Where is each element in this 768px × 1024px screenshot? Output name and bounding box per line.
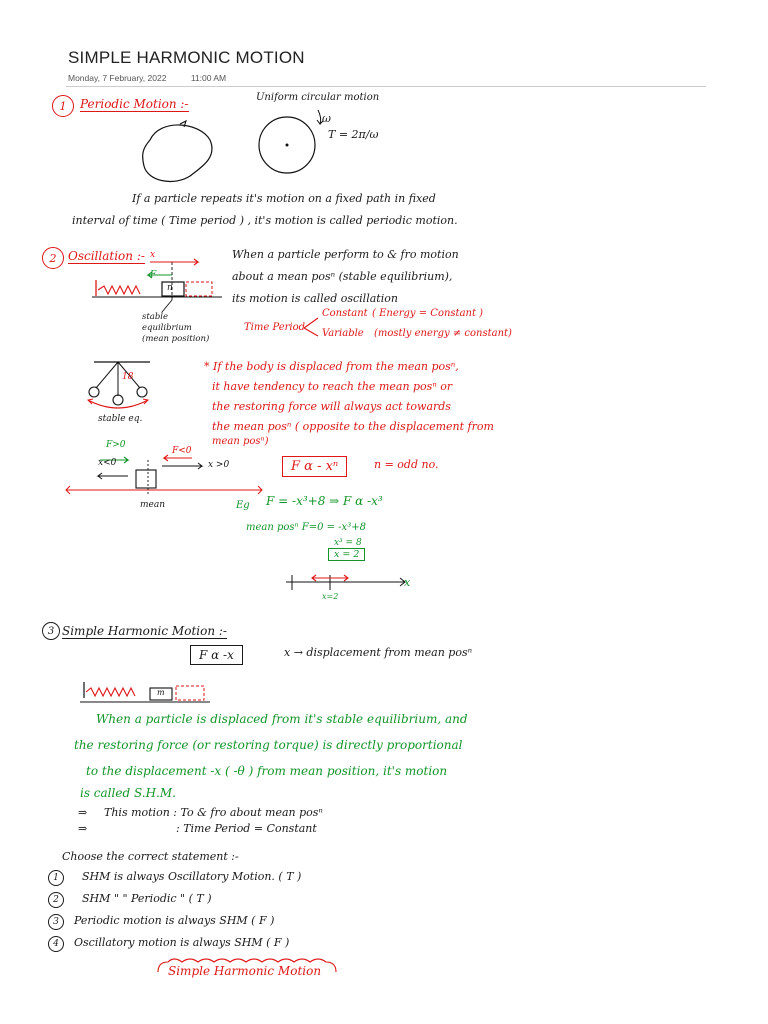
f-neg-label: F<0 (172, 446, 192, 456)
section2-number: 2 (42, 247, 64, 269)
force-block (136, 470, 156, 488)
page-time: 11:00 AM (190, 73, 227, 83)
eg-formula: F = -x³+8 ⇒ F α -x³ (266, 494, 383, 508)
quiz-item-2-number: 2 (48, 892, 64, 908)
spring-x-label: x (150, 250, 156, 260)
section3-heading: Simple Harmonic Motion :- (62, 624, 227, 638)
red-note-line3: the restoring force will always act towards (212, 400, 451, 413)
f-pos-label: F>0 (106, 440, 126, 450)
quiz-item-1-number: 1 (48, 870, 64, 886)
eg-label: Eg (236, 500, 250, 511)
constant-label: Constant (322, 308, 368, 319)
ucm-label: Uniform circular motion (256, 92, 380, 103)
point2-text: : Time Period = Constant (176, 822, 317, 835)
point1-text: This motion : To & fro about mean posⁿ (104, 806, 323, 819)
pendulum-string-left (96, 362, 118, 388)
spring-coil (98, 286, 140, 294)
page-title: SIMPLE HARMONIC MOTION (68, 48, 305, 67)
red-note-line2: it have tendency to reach the mean posⁿ or (212, 380, 453, 393)
quiz-heading: Choose the correct statement :- (62, 850, 239, 863)
spring-f-label: F (150, 270, 157, 280)
red-note-line1: * If the body is displaced from the mean posⁿ, (204, 360, 459, 373)
section3-number: 3 (42, 622, 60, 640)
periodic-path-arrow (180, 121, 186, 127)
quiz-item-3-text: Periodic motion is always SHM ( F ) (74, 914, 275, 927)
quiz-item-4-number: 4 (48, 936, 64, 952)
x-cubed-equation: x³ = 8 (334, 538, 362, 548)
force-proportion-box: F α - xⁿ (282, 456, 347, 477)
mean-position-equation: mean posⁿ F=0 = -x³+8 (246, 522, 366, 533)
section1-heading: Periodic Motion :- (80, 97, 189, 111)
periodic-path-sketch (143, 125, 212, 181)
pendulum-bob-right (137, 387, 147, 397)
variable-label: Variable (322, 328, 364, 339)
number-axis-label: x (404, 576, 411, 589)
variable-note: (mostly energy ≠ constant) (374, 328, 512, 339)
pendulum-arc (88, 400, 148, 408)
shm-def-line2: the restoring force (or restoring torque) is directly proportional (74, 738, 463, 752)
x-equals-2-box: x = 2 (328, 548, 365, 561)
pendulum-arc-arrows (88, 399, 148, 404)
red-note-line4: the mean posⁿ ( opposite to the displacement from (212, 420, 494, 433)
quiz-item-2-text: SHM " " Periodic " ( T ) (82, 892, 212, 905)
quiz-item-4-text: Oscillatory motion is always SHM ( F ) (74, 936, 290, 949)
displacement-note: x → displacement from mean posⁿ (284, 646, 473, 659)
dashed-block (186, 282, 212, 296)
shm-dashed-block (176, 686, 204, 700)
stable-eq-label: stable eq. (98, 414, 143, 424)
stable-pointer (162, 300, 172, 312)
stable-equilibrium-label: stable equilibrium (mean position) (142, 312, 210, 344)
pendulum-angle: 18 (122, 372, 134, 382)
time-period-bracket (304, 318, 318, 336)
pendulum-bob-center (113, 395, 123, 405)
spring-block (162, 282, 184, 296)
point1-arrow: ⇒ (78, 806, 88, 819)
red-note-line5: mean posⁿ) (212, 436, 269, 447)
section2-heading: Oscillation :- (68, 249, 145, 263)
omega-label: ω (322, 112, 331, 125)
n-odd-label: n = odd no. (374, 458, 439, 471)
section1-def-line2: interval of time ( Time period ) , it's motion is called periodic motion. (72, 214, 458, 227)
x-pos-label: x >0 (208, 460, 230, 470)
circle-center-dot (286, 144, 289, 147)
shm-def-line1: When a particle is displaced from it's stable equilibrium, and (96, 712, 468, 726)
shm-mass-label: m (157, 688, 165, 697)
shm-def-line3: to the displacement -x ( -θ ) from mean position, it's motion (86, 764, 448, 778)
page-date: Monday, 7 February, 2022 (68, 73, 167, 83)
x-neg-arrow (98, 473, 128, 479)
shm-force-box: F α -x (190, 645, 243, 665)
x-arrow (150, 259, 198, 265)
mean-label: mean (140, 500, 166, 510)
section2-def-line3: its motion is called oscillation (232, 292, 398, 305)
point2-arrow: ⇒ (78, 822, 88, 835)
section2-def-line1: When a particle perform to & fro motion (232, 248, 459, 261)
period-formula: T = 2π/ω (328, 128, 379, 141)
shm-spring-coil (86, 688, 135, 696)
section1-number: 1 (52, 95, 74, 117)
footer-highlight: Simple Harmonic Motion (168, 964, 322, 978)
quiz-item-1-text: SHM is always Oscillatory Motion. ( T ) (82, 870, 302, 883)
x-pos-arrow (162, 463, 202, 469)
pendulum-bob-left (89, 387, 99, 397)
energy-constant-label: ( Energy = Constant ) (372, 308, 484, 319)
quiz-item-3-number: 3 (48, 914, 64, 930)
spring-m-label: n (167, 283, 173, 293)
time-period-label: Time Period (244, 322, 306, 333)
shm-def-line4: is called S.H.M. (80, 786, 176, 800)
x-neg-label: x<0 (98, 458, 117, 468)
point-x2-label: x=2 (322, 592, 339, 601)
section1-def-line1: If a particle repeats it's motion on a fixed path in fixed (132, 192, 436, 205)
section2-def-line2: about a mean posⁿ (stable equilibrium), (232, 270, 453, 283)
